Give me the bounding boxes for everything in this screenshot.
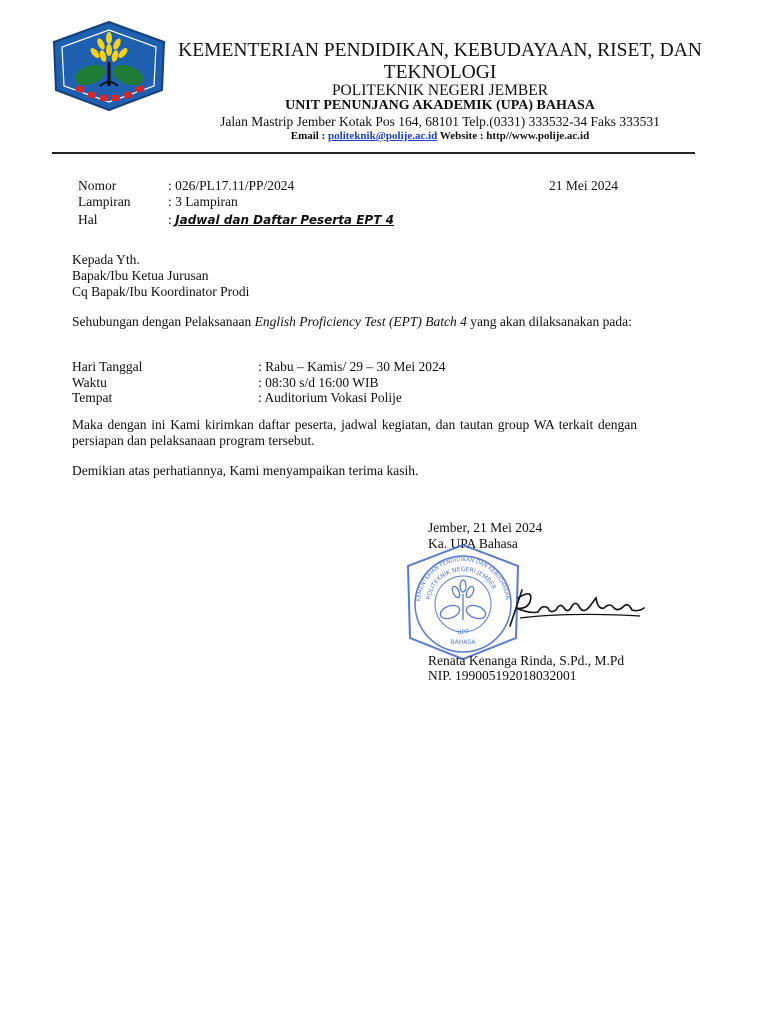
recipient-line-1: Kepada Yth. <box>72 252 140 267</box>
stamp-text-bottom: BAHASA <box>450 639 476 646</box>
header-ministry: KEMENTERIAN PENDIDIKAN, KEBUDAYAAN, RISET, DAN TEKNOLOGI <box>178 40 702 83</box>
lampiran-label: Lampiran <box>78 194 131 209</box>
schedule-value-date: : Rabu – Kamis/ 29 – 30 Mei 2024 <box>258 359 446 374</box>
schedule-label-time: Waktu <box>72 375 107 390</box>
polije-logo <box>50 20 168 112</box>
schedule-label-date: Hari Tanggal <box>72 359 143 374</box>
stamp-upt: UPT <box>457 629 469 636</box>
hal-label: Hal <box>78 212 98 227</box>
email-label: Email : <box>290 130 329 142</box>
intro-text-event: English Proficiency Test (EPT) Batch 4 <box>254 314 467 329</box>
header-institution: POLITEKNIK NEGERI JEMBER <box>331 82 549 99</box>
recipient-line-3: Cq Bapak/Ibu Koordinator Prodi <box>72 284 250 299</box>
signatory-name: Renata Kenanga Rinda, S.Pd., M.Pd <box>428 653 625 668</box>
hal-value: Jadwal dan Daftar Peserta EPT 4 <box>175 213 394 227</box>
handwritten-signature <box>500 582 650 632</box>
nomor-label: Nomor <box>78 178 117 193</box>
website-text: Website : http//www.polije.ac.id <box>437 130 590 142</box>
signatory-nip: NIP. 199005192018032001 <box>428 668 577 683</box>
intro-text-a: Sehubungan dengan Pelaksanaan <box>72 314 255 329</box>
signature-position: Ka. UPA Bahasa <box>428 536 518 551</box>
hal-value-line <box>168 212 394 228</box>
intro-text-c: yang akan dilaksanakan pada: <box>466 314 632 329</box>
email-link[interactable]: politeknik@polije.ac.id <box>328 130 438 142</box>
body-paragraph: Maka dengan ini Kami kirimkan daftar peserta, jadwal kegiatan, dan tautan group WA terkait dengan persiapan dan pelaksanaan program tersebut. <box>72 417 637 448</box>
header-address: Jalan Mastrip Jember Kotak Pos 164, 68101 Telp.(0331) 333532-34 Faks 333531 <box>220 114 660 129</box>
header-contact <box>170 130 710 142</box>
closing-paragraph: Demikian atas perhatiannya, Kami menyampaikan terima kasih. <box>72 463 419 478</box>
letter-date: 21 Mei 2024 <box>549 178 618 193</box>
hal-colon: : <box>168 212 176 227</box>
schedule-value-place: : Auditorium Vokasi Polije <box>258 390 402 405</box>
header-unit: UNIT PENUNJANG AKADEMIK (UPA) BAHASA <box>285 98 595 113</box>
schedule-label-place: Tempat <box>72 390 113 405</box>
recipient-line-2: Bapak/Ibu Ketua Jurusan <box>72 268 209 283</box>
schedule-value-time: : 08:30 s/d 16:00 WIB <box>258 375 379 390</box>
intro-paragraph <box>72 314 637 330</box>
stamp-text-mid: POLITEKNIK NEGERI JEMBER <box>425 565 498 601</box>
header-divider <box>52 152 695 154</box>
stamp-text-top: KEMENTERIAN PENDIDIKAN DAN KEBUDAYAAN <box>416 556 510 602</box>
lampiran-value: : 3 Lampiran <box>168 194 238 209</box>
nomor-value: : 026/PL17.11/PP/2024 <box>168 178 295 193</box>
signature-place-date: Jember, 21 Mei 2024 <box>428 520 543 535</box>
